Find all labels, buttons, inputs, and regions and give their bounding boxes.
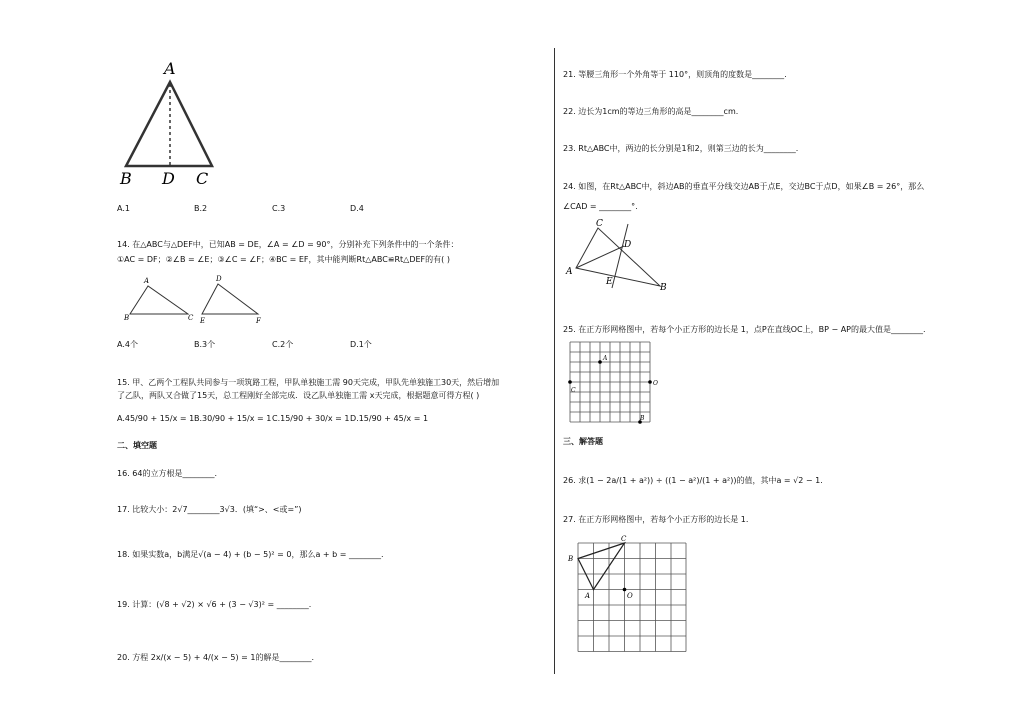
q21-text: 21. 等腰三角形一个外角等于 110°，则顶角的度数是________. [563, 70, 787, 79]
q13-figure [112, 52, 222, 192]
fig25-label-c: C [571, 387, 576, 394]
q18-text: 18. 如果实数a，b满足√(a − 4) + (b − 5)² = 0，那么a + b = ________. [117, 550, 384, 559]
q24-text-line2: ∠CAD = ________°. [563, 202, 638, 211]
fig14-label-f: F [256, 317, 261, 325]
q19-text: 19. 计算：(√8 + √2) × √6 + (3 − √3)² = ________. [117, 600, 312, 609]
q14-option-a: A.4个 [117, 340, 138, 349]
q26-text: 26. 求(1 − 2a/(1 + a²)) ÷ ((1 − a²)/(1 + a²))的值，其中a = √2 − 1. [563, 476, 823, 485]
q25-grid-figure [564, 340, 664, 432]
section-answer-heading: 三、解答题 [563, 437, 603, 446]
fig27-label-a: A [585, 592, 591, 600]
fig27-label-c: C [621, 535, 627, 543]
q14-option-b: B.3个 [194, 340, 216, 349]
q14-figure [120, 272, 270, 328]
fig27-label-b: B [568, 555, 574, 563]
fig13-label-a: A [164, 59, 176, 78]
q13-option-b: B.2 [194, 204, 208, 213]
column-divider [554, 48, 555, 674]
fig24-label-c: C [596, 219, 603, 229]
q15-option-c: C.15/90 + 30/x = 1 [272, 414, 350, 423]
q15-option-b: B.30/90 + 15/x = 1 [194, 414, 272, 423]
fig24-label-a: A [566, 267, 573, 277]
fig24-label-b: B [660, 283, 667, 293]
q24-text-line1: 24. 如图，在Rt△ABC中，斜边AB的垂直平分线交边AB于点E，交边BC于点D，如果∠B = 26°，那么 [563, 182, 925, 191]
q16-text: 16. 64的立方根是________. [117, 469, 217, 478]
q24-figure [564, 216, 674, 294]
section-fill-in-heading: 二、填空题 [117, 441, 157, 450]
fig27-label-o: O [627, 592, 633, 600]
q14-text-line2: ①AC = DF；②∠B = ∠E；③∠C = ∠F；④BC = EF，其中能判断Rt△ABC≌Rt△DEF的有( ) [117, 255, 450, 264]
q14-option-c: C.2个 [272, 340, 294, 349]
fig25-label-o: O [653, 380, 658, 387]
q15-text-line1: 15. 甲、乙两个工程队共同参与一项筑路工程，甲队单独施工需 90天完成，甲队先单独施工30天，然后增加 [117, 378, 500, 387]
fig24-label-e: E [606, 277, 613, 287]
fig13-label-c: C [196, 169, 209, 188]
q15-option-d: D.15/90 + 45/x = 1 [350, 414, 429, 423]
q15-option-a: A.45/90 + 15/x = 1 [117, 414, 195, 423]
q14-text-line1: 14. 在△ABC与△DEF中，已知AB = DE，∠A = ∠D = 90°，分别补充下列条件中的一个条件： [117, 240, 459, 249]
fig25-label-b: B [640, 415, 645, 422]
fig24-label-d: D [624, 240, 632, 250]
q25-text: 25. 在正方形网格图中，若每个小正方形的边长是 1，点P在直线OC上，BP − AP的最大值是________. [563, 325, 926, 334]
q15-text-line2: 了乙队，两队又合做了15天，总工程刚好全部完成．设乙队单独施工需 x天完成，根据题意可得方程( ) [117, 391, 480, 400]
fig25-label-a: A [603, 355, 608, 362]
fig14-label-a: A [144, 277, 150, 285]
q17-text: 17. 比较大小：2√7________3√3．(填“>、<或=”) [117, 505, 302, 514]
fig13-label-d: D [162, 169, 175, 188]
fig14-label-c: C [188, 314, 194, 322]
q22-text: 22. 边长为1cm的等边三角形的高是________cm. [563, 107, 739, 116]
q13-option-d: D.4 [350, 204, 364, 213]
q27-text: 27. 在正方形网格图中，若每个小正方形的边长是 1. [563, 515, 749, 524]
fig14-label-d: D [216, 275, 222, 283]
fig13-label-b: B [120, 169, 132, 188]
fig14-label-b: B [124, 314, 130, 322]
q14-option-d: D.1个 [350, 340, 372, 349]
q23-text: 23. Rt△ABC中，两边的长分别是1和2，则第三边的长为________. [563, 144, 799, 153]
q20-text: 20. 方程 2x/(x − 5) + 4/(x − 5) = 1的解是________. [117, 653, 315, 662]
q13-option-c: C.3 [272, 204, 286, 213]
fig14-label-e: E [200, 317, 206, 325]
q13-option-a: A.1 [117, 204, 130, 213]
q27-grid-figure [564, 534, 690, 654]
